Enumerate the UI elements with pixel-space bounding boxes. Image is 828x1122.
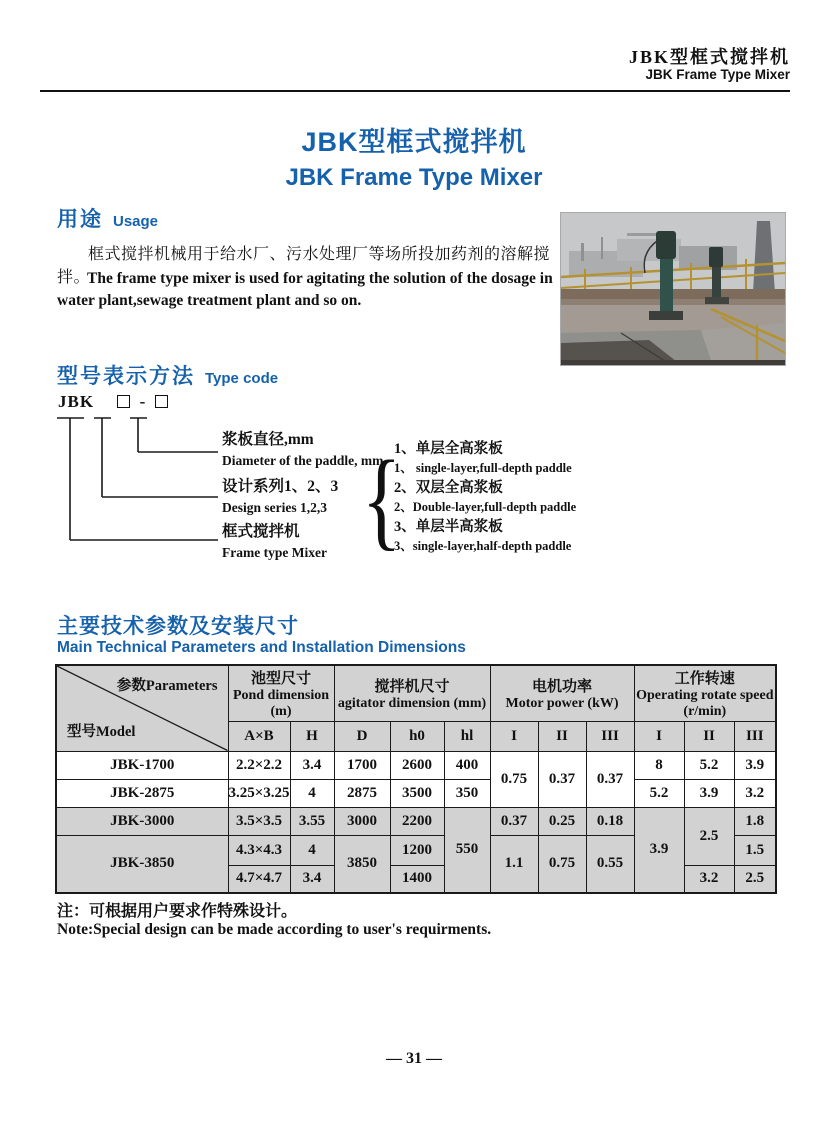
group-agitator-en: agitator dimension (mm) [337, 695, 487, 711]
column-group-motor-power [490, 665, 634, 721]
running-header-title-en: JBK Frame Type Mixer [645, 66, 790, 82]
paddle-option: 2、双层全高浆板 [394, 480, 503, 496]
type-code-section-heading [57, 360, 278, 390]
column-group-agitator [334, 665, 490, 721]
cell-s2: 5.2 [684, 751, 734, 779]
cell-p2: 0.37 [538, 751, 586, 807]
page-title-en: JBK Frame Type Mixer [285, 164, 543, 191]
subcol-speed-3: III [734, 721, 776, 751]
cell-h: 3.4 [290, 751, 334, 779]
type-code-box-1 [117, 395, 130, 408]
cell-model: JBK-1700 [56, 751, 228, 779]
cell-model: JBK-3850 [56, 835, 228, 893]
cell-s3: 2.5 [734, 865, 776, 893]
cell-s1: 8 [634, 751, 684, 779]
cell-ab: 4.7×4.7 [228, 865, 290, 893]
subcol-h0: h0 [390, 721, 444, 751]
cell-p3: 0.18 [586, 807, 634, 835]
parameters-heading-zh: 主要技术参数及安装尺寸 [57, 615, 299, 638]
cell-h: 4 [290, 779, 334, 807]
paddle-options-list [394, 442, 576, 559]
subcol-speed-2: II [684, 721, 734, 751]
cell-hl: 400 [444, 751, 490, 779]
type-code-label-series-zh: 设计系列1、2、3 [222, 478, 339, 495]
table-corner-cell [56, 665, 228, 751]
parameters-heading-en: Main Technical Parameters and Installation Dimensions [57, 639, 466, 656]
usage-body-en: The frame type mixer is used for agitating the solution of the dosage in water plant,sewage treatment plant and so on. [57, 270, 553, 309]
column-group-pond [228, 665, 334, 721]
cell-ab: 3.25×3.25 [228, 779, 290, 807]
type-code-label-mixer [222, 524, 327, 560]
cell-s3: 3.2 [734, 779, 776, 807]
cell-p1: 0.75 [490, 751, 538, 807]
cell-s1: 3.9 [634, 807, 684, 893]
group-speed-zh: 工作转速 [674, 670, 735, 687]
group-agitator-zh: 搅拌机尺寸 [374, 678, 450, 695]
cell-hl: 550 [444, 807, 490, 893]
subcol-h: H [290, 721, 334, 751]
type-code-heading-zh: 型号表示方法 [57, 365, 195, 388]
cell-s3: 3.9 [734, 751, 776, 779]
cell-model: JBK-2875 [56, 779, 228, 807]
subcol-speed-1: I [634, 721, 684, 751]
cell-p3: 0.37 [586, 751, 634, 807]
cell-h: 3.4 [290, 865, 334, 893]
cell-h0: 2200 [390, 807, 444, 835]
cell-d: 3850 [334, 835, 390, 893]
group-motor-en: Motor power (kW) [505, 695, 619, 711]
cell-model: JBK-3000 [56, 807, 228, 835]
cell-hl: 350 [444, 779, 490, 807]
type-code-label-series [222, 479, 338, 515]
cell-p2: 0.75 [538, 835, 586, 893]
subcol-d: D [334, 721, 390, 751]
subcol-power-1: I [490, 721, 538, 751]
cell-ab: 4.3×4.3 [228, 835, 290, 865]
corner-label-model: 型号Model [67, 723, 136, 740]
note-zh: 注：可根据用户要求作特殊设计。 [57, 903, 298, 920]
cell-h: 3.55 [290, 807, 334, 835]
usage-body-zh: 框式搅拌机械用于给水厂、污水处理厂等场所投加药剂的溶解搅拌。 [57, 246, 551, 286]
cell-d: 2875 [334, 779, 390, 807]
column-group-rotate-speed [634, 665, 776, 721]
cell-s2: 3.2 [684, 865, 734, 893]
group-pond-zh: 池型尺寸 [251, 670, 312, 687]
group-pond-en: Pond dimension (m) [232, 687, 330, 719]
paddle-option: 1、 single-layer,full-depth paddle [394, 461, 572, 475]
usage-heading-en: Usage [113, 213, 159, 230]
usage-heading-zh: 用途 [57, 208, 103, 231]
type-code-dash: - [139, 392, 147, 411]
model-code-prefix: JBK [58, 392, 95, 411]
cell-p3: 0.55 [586, 835, 634, 893]
note-en: Note:Special design can be made according to user's requirments. [57, 921, 492, 938]
subcol-axb: A×B [228, 721, 290, 751]
subcol-power-2: II [538, 721, 586, 751]
installation-photo-graphic [561, 213, 785, 365]
cell-p1: 1.1 [490, 835, 538, 893]
type-code-label-diameter [222, 432, 383, 468]
cell-s1: 5.2 [634, 779, 684, 807]
type-code-heading-en: Type code [205, 370, 279, 387]
options-brace: { [361, 438, 402, 561]
table-row [56, 779, 776, 807]
cell-s2: 2.5 [684, 807, 734, 865]
cell-h0: 1200 [390, 835, 444, 865]
installation-photo [560, 212, 786, 366]
parameters-table [55, 664, 777, 894]
running-header-title-zh: JBK型框式搅拌机 [628, 47, 790, 67]
type-code-box-2 [155, 395, 168, 408]
paddle-option: 1、单层全高浆板 [394, 441, 503, 457]
paddle-option: 3、single-layer,half-depth paddle [394, 539, 572, 553]
cell-h0: 1400 [390, 865, 444, 893]
cell-ab: 3.5×3.5 [228, 807, 290, 835]
paddle-option: 3、单层半高浆板 [394, 519, 503, 535]
page-number: — 31 — [386, 1050, 442, 1067]
cell-h: 4 [290, 835, 334, 865]
group-speed-en: Operating rotate speed [636, 687, 774, 703]
type-code-label-series-en: Design series 1,2,3 [222, 500, 327, 516]
running-header [629, 48, 790, 83]
cell-ab: 2.2×2.2 [228, 751, 290, 779]
cell-s3: 1.8 [734, 807, 776, 835]
group-motor-zh: 电机功率 [532, 678, 593, 695]
parameters-section-heading [57, 610, 299, 640]
table-row [56, 751, 776, 779]
type-code-label-mixer-zh: 框式搅拌机 [222, 523, 300, 540]
page-title-zh: JBK型框式搅拌机 [301, 127, 527, 157]
type-code-label-diameter-zh: 浆板直径,mm [222, 431, 314, 448]
cell-h0: 3500 [390, 779, 444, 807]
cell-s2: 3.9 [684, 779, 734, 807]
page-title [0, 120, 828, 192]
cell-p1: 0.37 [490, 807, 538, 835]
parameters-section-subheading [57, 639, 466, 657]
table-row [56, 807, 776, 835]
type-code-label-diameter-en: Diameter of the paddle, mm [222, 453, 384, 469]
subcol-power-3: III [586, 721, 634, 751]
paddle-option: 2、Double-layer,full-depth paddle [394, 500, 577, 514]
model-code-row [58, 392, 168, 412]
cell-p2: 0.25 [538, 807, 586, 835]
cell-d: 1700 [334, 751, 390, 779]
cell-h0: 2600 [390, 751, 444, 779]
corner-label-parameters: 参数Parameters [116, 678, 218, 694]
cell-s3: 1.5 [734, 835, 776, 865]
type-code-label-mixer-en: Frame type Mixer [222, 545, 327, 561]
group-speed-unit: (r/min) [683, 703, 727, 719]
cell-d: 3000 [334, 807, 390, 835]
header-rule [40, 90, 790, 92]
subcol-hl: hl [444, 721, 490, 751]
usage-section-heading [57, 203, 158, 233]
